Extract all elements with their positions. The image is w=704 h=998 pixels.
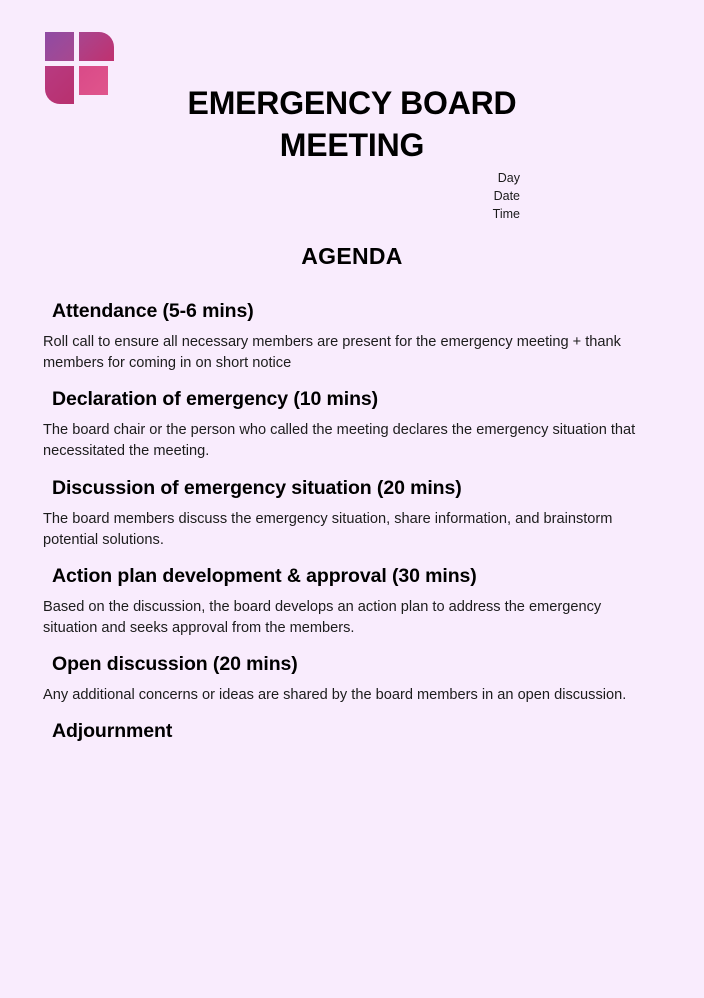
agenda-item-body: The board members discuss the emergency situation, share information, and brainstorm potential solutions. [43, 510, 613, 548]
brand-logo [45, 32, 114, 104]
logo-block-bottom-right [79, 66, 108, 95]
agenda-item [0, 477, 704, 551]
logo-block-top-left [45, 32, 74, 61]
agenda-item [0, 300, 704, 374]
logo-block-bottom-left [45, 66, 74, 104]
page-title [150, 83, 554, 166]
page-title-line-2: MEETING [279, 127, 425, 164]
page-title-line-1: EMERGENCY BOARD [187, 85, 517, 122]
agenda-item-title: Adjournment [52, 720, 173, 743]
agenda-heading: AGENDA [301, 243, 403, 270]
meeting-day: Day [497, 171, 520, 185]
agenda-item [0, 565, 704, 639]
agenda-item [0, 388, 704, 462]
agenda-list [0, 300, 704, 752]
meeting-time: Time [492, 206, 520, 221]
agenda-item-title: Action plan development & approval (30 mins) [52, 564, 477, 587]
agenda-item [0, 653, 704, 706]
meeting-date: Date [493, 188, 520, 203]
agenda-item-body: Based on the discussion, the board develops an action plan to address the emergency situation and seeks approval from the members. [43, 598, 602, 637]
logo-block-top-right [79, 32, 114, 61]
agenda-item-title: Discussion of emergency situation (20 mins) [52, 476, 462, 499]
agenda-item-title: Attendance (5-6 mins) [52, 300, 254, 322]
meeting-meta [493, 170, 520, 223]
agenda-item-body: The board chair or the person who called the meeting declares the emergency situation that necessitated the meeting. [43, 422, 636, 460]
agenda-item-title: Declaration of emergency (10 mins) [52, 388, 379, 411]
agenda-item-title: Open discussion (20 mins) [52, 653, 298, 676]
agenda-item-body: Any additional concerns or ideas are shared by the board members in an open discussion. [43, 687, 627, 704]
agenda-item-body: Roll call to ensure all necessary members are present for the emergency meeting + thank members for coming in on short notice [43, 334, 621, 372]
agenda-item [0, 720, 704, 743]
